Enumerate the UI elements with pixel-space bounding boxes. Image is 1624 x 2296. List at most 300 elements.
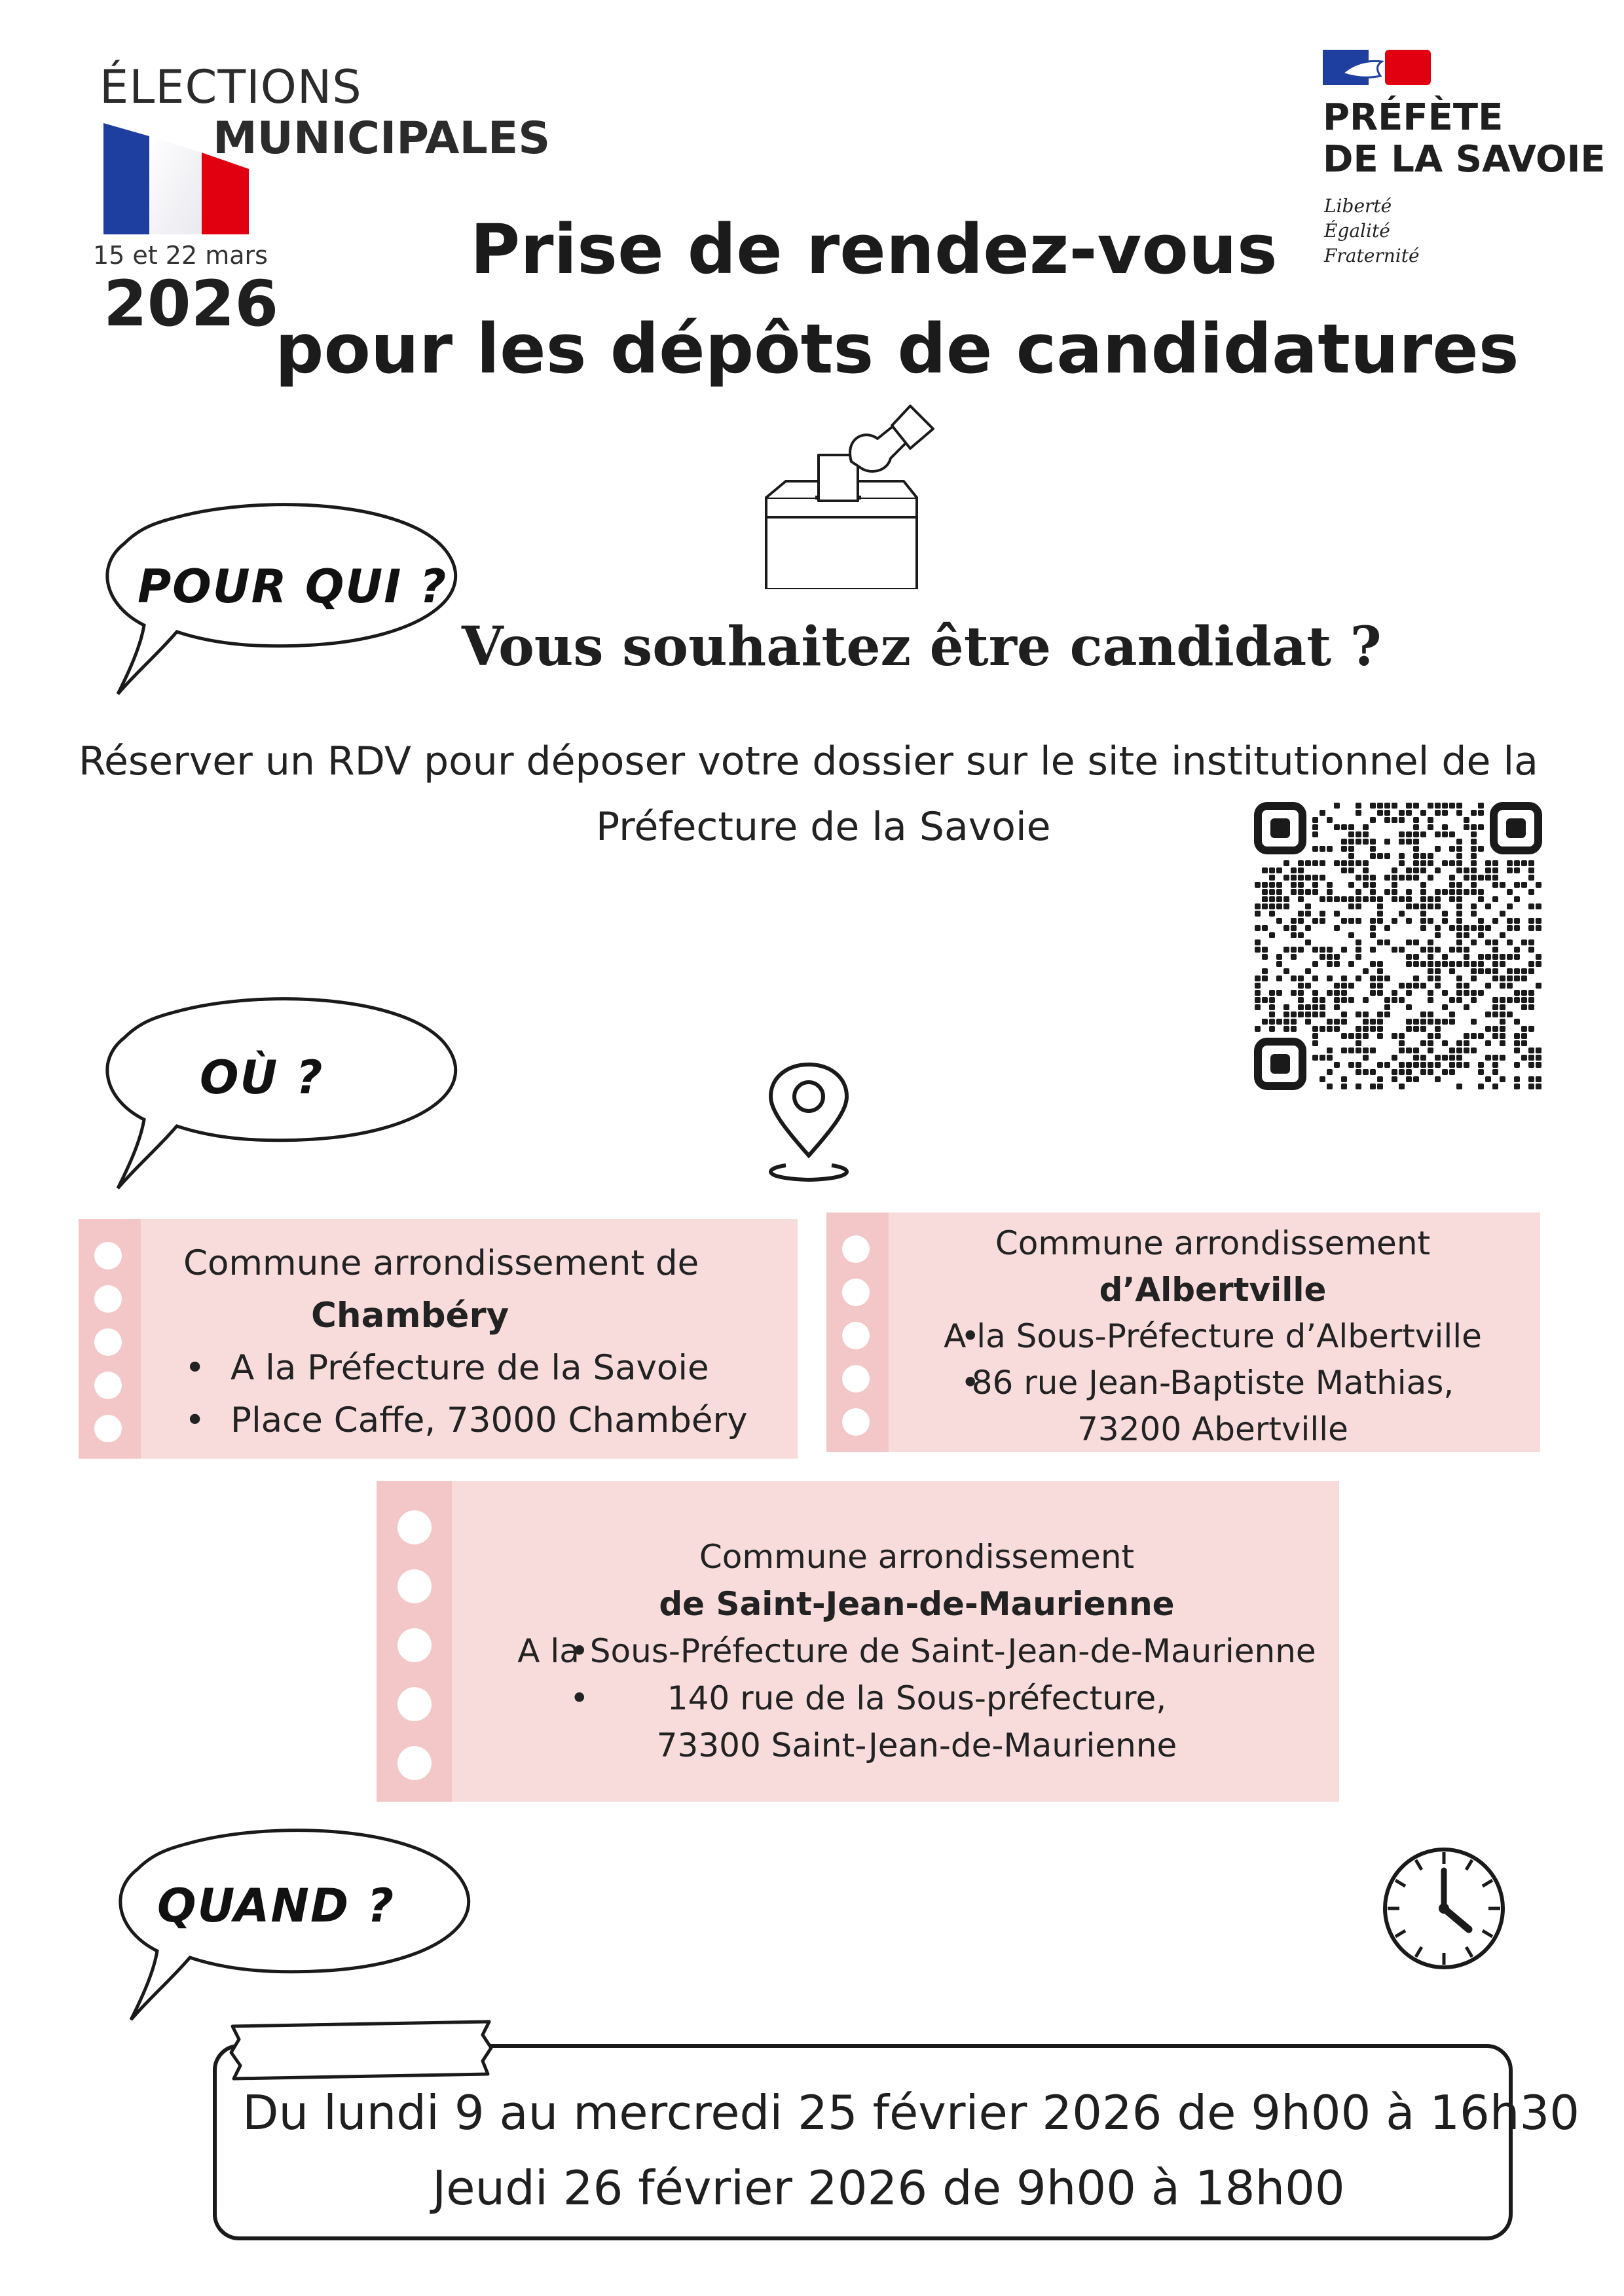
qr-module — [1392, 918, 1397, 924]
qr-module — [1456, 947, 1462, 953]
booking-text-line1: Réserver un RDV pour déposer votre dossier sur le site institutionnel de la — [79, 738, 1538, 784]
qr-module — [1377, 968, 1383, 974]
qr-module — [1276, 903, 1282, 909]
qr-module — [1435, 903, 1441, 909]
qr-module — [1507, 975, 1513, 981]
qr-module — [1399, 875, 1405, 881]
qr-module — [1312, 831, 1318, 837]
qr-module — [1276, 882, 1282, 888]
qr-module — [1521, 1033, 1527, 1039]
qr-module — [1399, 831, 1405, 837]
qr-module — [1392, 1055, 1397, 1061]
qr-module — [1428, 1062, 1433, 1068]
qr-module — [1334, 983, 1340, 989]
qr-module — [1356, 1084, 1361, 1089]
qr-module — [1406, 918, 1412, 924]
qr-module — [1471, 1019, 1477, 1025]
qr-module — [1456, 975, 1462, 981]
qr-module — [1356, 903, 1361, 909]
qr-module — [1291, 1019, 1297, 1025]
qr-module — [1341, 1019, 1347, 1025]
qr-module — [1392, 896, 1397, 902]
qr-module — [1370, 947, 1376, 953]
qr-module — [1392, 1069, 1397, 1075]
qr-module — [1276, 990, 1282, 996]
qr-module — [1420, 903, 1426, 909]
motto-egalite: Égalité — [1324, 220, 1390, 242]
qr-module — [1464, 1048, 1469, 1053]
qr-module — [1471, 925, 1477, 931]
qr-module — [1370, 803, 1376, 809]
qr-module — [1384, 803, 1390, 809]
qr-module — [1363, 997, 1369, 1003]
qr-module — [1471, 846, 1477, 852]
card-content — [905, 1220, 1521, 1453]
qr-module — [1413, 839, 1419, 845]
qr-module — [1442, 860, 1448, 866]
qr-module — [1377, 853, 1383, 859]
qr-module — [1283, 1026, 1289, 1032]
qr-module — [1370, 983, 1376, 989]
qr-module — [1428, 997, 1433, 1003]
qr-module — [1528, 1026, 1534, 1032]
qr-module — [1478, 896, 1484, 902]
qr-module — [1406, 903, 1412, 909]
qr-module — [1341, 1048, 1347, 1053]
elections-title: ÉLECTIONS — [100, 60, 362, 114]
qr-module — [1341, 975, 1347, 981]
section-label-when: QUAND ? — [157, 1879, 396, 1933]
qr-module — [1420, 867, 1426, 873]
qr-module — [1521, 997, 1527, 1003]
qr-module — [1334, 990, 1340, 996]
qr-module — [1456, 810, 1462, 816]
qr-module — [1521, 1055, 1527, 1061]
qr-module — [1500, 1033, 1505, 1039]
qr-module — [1399, 911, 1405, 917]
qr-module — [1334, 997, 1340, 1003]
qr-module — [1356, 1033, 1361, 1039]
qr-module — [1449, 1062, 1455, 1068]
qr-module — [1528, 1055, 1534, 1061]
qr-module — [1298, 882, 1304, 888]
qr-module — [1464, 990, 1469, 996]
qr-module — [1276, 975, 1282, 981]
qr-module — [1406, 954, 1412, 960]
qr-module — [1507, 860, 1513, 866]
qr-module — [1413, 1026, 1419, 1032]
qr-module — [1356, 889, 1361, 895]
card-place: Chambéry — [311, 1296, 509, 1336]
qr-module — [1320, 1011, 1325, 1017]
qr-module — [1413, 1055, 1419, 1061]
qr-module — [1406, 939, 1412, 945]
qr-module — [1442, 1055, 1448, 1061]
qr-module — [1528, 990, 1534, 996]
qr-module — [1471, 997, 1477, 1003]
qr-module — [1442, 954, 1448, 960]
qr-module — [1283, 1011, 1289, 1017]
qr-module — [1464, 1040, 1469, 1046]
qr-module — [1413, 1062, 1419, 1068]
qr-module — [1312, 889, 1318, 895]
qr-module — [1384, 997, 1390, 1003]
qr-module — [1528, 875, 1534, 881]
qr-module — [1435, 961, 1441, 967]
qr-module — [1478, 803, 1484, 809]
qr-module — [1507, 968, 1513, 974]
qr-module — [1377, 1062, 1383, 1068]
qr-module — [1298, 947, 1304, 953]
qr-module — [1341, 860, 1347, 866]
qr-module — [1305, 903, 1311, 909]
qr-module — [1528, 1062, 1534, 1068]
qr-module — [1377, 1011, 1383, 1017]
qr-module — [1327, 975, 1333, 981]
qr-module — [1471, 1033, 1477, 1039]
qr-module — [1492, 1055, 1498, 1061]
qr-module — [1442, 961, 1448, 967]
qr-module — [1449, 968, 1455, 974]
qr-module — [1471, 810, 1477, 816]
qr-module — [1399, 1048, 1405, 1053]
card-bullet: • A la Préfecture de la Savoie — [170, 1342, 773, 1394]
qr-module — [1528, 903, 1534, 909]
section-label-who: POUR QUI ? — [138, 560, 448, 613]
card-place: de Saint-Jean-de-Maurienne — [659, 1585, 1175, 1623]
qr-module — [1334, 1062, 1340, 1068]
qr-module — [1348, 1048, 1354, 1053]
qr-module — [1485, 1011, 1491, 1017]
qr-module — [1413, 975, 1419, 981]
qr-module — [1478, 1084, 1484, 1089]
qr-module — [1420, 831, 1426, 837]
qr-module — [1392, 1076, 1397, 1082]
qr-module — [1514, 896, 1520, 902]
qr-module — [1471, 831, 1477, 837]
qr-module — [1334, 954, 1340, 960]
qr-module — [1521, 882, 1527, 888]
qr-module — [1492, 1026, 1498, 1032]
qr-module — [1399, 947, 1405, 953]
qr-module — [1327, 990, 1333, 996]
qr-module — [1377, 918, 1383, 924]
qr-module — [1420, 983, 1426, 989]
binding-hole — [94, 1242, 122, 1269]
binding-hole — [397, 1569, 432, 1603]
ballot-box-icon — [753, 393, 936, 589]
qr-module — [1327, 1084, 1333, 1089]
qr-module — [1428, 903, 1433, 909]
qr-module — [1478, 1069, 1484, 1075]
qr-module — [1363, 896, 1369, 902]
qr-code-icon[interactable] — [1254, 802, 1542, 1090]
motto-fraternite: Fraternité — [1324, 245, 1420, 266]
qr-module — [1399, 1069, 1405, 1075]
qr-module — [1485, 983, 1491, 989]
qr-module — [1471, 968, 1477, 974]
qr-module — [1471, 824, 1477, 830]
binding-hole — [94, 1285, 122, 1313]
card-bullet-continuation: 73200 Abertville — [1077, 1410, 1348, 1448]
binding-hole — [397, 1746, 432, 1780]
qr-module — [1478, 889, 1484, 895]
qr-module — [1356, 918, 1361, 924]
qr-module — [1370, 839, 1376, 845]
qr-module — [1485, 939, 1491, 945]
qr-module — [1514, 860, 1520, 866]
qr-module — [1464, 925, 1469, 931]
qr-module — [1377, 810, 1383, 816]
qr-module — [1276, 1019, 1282, 1025]
qr-module — [1464, 875, 1469, 881]
card-content — [170, 1237, 773, 1447]
qr-module — [1370, 1069, 1376, 1075]
qr-module — [1514, 1033, 1520, 1039]
card-heading: Commune arrondissement — [699, 1538, 1135, 1576]
qr-module — [1442, 918, 1448, 924]
schedule-line-2: Jeudi 26 février 2026 de 9h00 à 18h00 — [432, 2160, 1345, 2215]
qr-module — [1435, 846, 1441, 852]
qr-module — [1312, 882, 1318, 888]
qr-module — [1269, 882, 1275, 888]
qr-module — [1464, 983, 1469, 989]
qr-module — [1298, 975, 1304, 981]
qr-module — [1420, 860, 1426, 866]
qr-module — [1492, 1004, 1498, 1010]
qr-module — [1536, 903, 1541, 909]
qr-module — [1392, 875, 1397, 881]
qr-module — [1320, 918, 1325, 924]
qr-module — [1428, 1040, 1433, 1046]
card-content — [507, 1533, 1326, 1769]
prefecture-name-line2: DE LA SAVOIE — [1323, 138, 1606, 181]
qr-module — [1406, 839, 1412, 845]
qr-module — [1255, 882, 1261, 888]
qr-module — [1305, 1019, 1311, 1025]
qr-module — [1356, 839, 1361, 845]
qr-module — [1420, 947, 1426, 953]
qr-module — [1341, 839, 1347, 845]
qr-module — [1435, 1055, 1441, 1061]
card-bullet: • Place Caffe, 73000 Chambéry — [170, 1394, 773, 1447]
qr-module — [1262, 903, 1268, 909]
qr-module — [1507, 918, 1513, 924]
qr-module — [1399, 860, 1405, 866]
qr-module — [1478, 875, 1484, 881]
qr-module — [1413, 961, 1419, 967]
card-heading: Commune arrondissement de — [183, 1243, 699, 1283]
qr-module — [1255, 975, 1261, 981]
qr-module — [1406, 896, 1412, 902]
qr-module — [1384, 839, 1390, 845]
qr-module — [1262, 975, 1268, 981]
qr-module — [1320, 1076, 1325, 1082]
qr-module — [1298, 1004, 1304, 1010]
qr-module — [1327, 817, 1333, 823]
qr-module — [1348, 932, 1354, 938]
qr-module — [1392, 990, 1397, 996]
qr-module — [1449, 896, 1455, 902]
qr-module — [1298, 997, 1304, 1003]
qr-module — [1449, 1011, 1455, 1017]
qr-module — [1478, 810, 1484, 816]
qr-module — [1420, 896, 1426, 902]
qr-module — [1377, 961, 1383, 967]
qr-module — [1435, 810, 1441, 816]
qr-module — [1428, 1019, 1433, 1025]
qr-module — [1320, 896, 1325, 902]
qr-module — [1283, 947, 1289, 953]
qr-module — [1312, 824, 1318, 830]
qr-module — [1255, 903, 1261, 909]
qr-module — [1435, 867, 1441, 873]
qr-module — [1255, 947, 1261, 953]
qr-module — [1363, 831, 1369, 837]
qr-module — [1449, 925, 1455, 931]
qr-module — [1262, 954, 1268, 960]
qr-module — [1348, 824, 1354, 830]
qr-module — [1327, 889, 1333, 895]
qr-module — [1312, 1004, 1318, 1010]
qr-module — [1420, 925, 1426, 931]
qr-module — [1507, 983, 1513, 989]
qr-module — [1420, 961, 1426, 967]
qr-module — [1276, 896, 1282, 902]
qr-module — [1370, 961, 1376, 967]
qr-module — [1269, 867, 1275, 873]
qr-module — [1471, 990, 1477, 996]
qr-module — [1420, 1019, 1426, 1025]
qr-module — [1327, 947, 1333, 953]
qr-module — [1500, 932, 1505, 938]
qr-module — [1435, 803, 1441, 809]
qr-module — [1435, 925, 1441, 931]
qr-module — [1312, 1033, 1318, 1039]
qr-module — [1291, 867, 1297, 873]
qr-module — [1478, 846, 1484, 852]
qr-module — [1298, 867, 1304, 873]
qr-module — [1384, 1004, 1390, 1010]
qr-module — [1348, 882, 1354, 888]
qr-module — [1320, 875, 1325, 881]
qr-module — [1413, 1048, 1419, 1053]
qr-module — [1428, 853, 1433, 859]
qr-module — [1370, 925, 1376, 931]
qr-module — [1507, 867, 1513, 873]
qr-module — [1428, 975, 1433, 981]
qr-module — [1492, 882, 1498, 888]
qr-module — [1255, 1004, 1261, 1010]
qr-module — [1356, 803, 1361, 809]
qr-module — [1269, 990, 1275, 996]
qr-module — [1435, 1076, 1441, 1082]
qr-module — [1298, 875, 1304, 881]
qr-module — [1356, 947, 1361, 953]
qr-module — [1514, 925, 1520, 931]
qr-module — [1478, 990, 1484, 996]
qr-module — [1298, 983, 1304, 989]
qr-module — [1377, 983, 1383, 989]
qr-module — [1269, 1004, 1275, 1010]
qr-module — [1536, 882, 1541, 888]
qr-module — [1478, 968, 1484, 974]
qr-module — [1269, 1019, 1275, 1025]
qr-module — [1456, 867, 1462, 873]
qr-module — [1384, 853, 1390, 859]
qr-module — [1435, 1062, 1441, 1068]
qr-module — [1500, 961, 1505, 967]
qr-module — [1420, 1069, 1426, 1075]
binding-hole — [842, 1322, 870, 1349]
qr-module — [1485, 954, 1491, 960]
qr-module — [1356, 1062, 1361, 1068]
qr-module — [1471, 961, 1477, 967]
qr-module — [1456, 903, 1462, 909]
qr-module — [1528, 860, 1534, 866]
qr-module — [1348, 831, 1354, 837]
qr-module — [1514, 968, 1520, 974]
qr-module — [1348, 997, 1354, 1003]
qr-module — [1298, 1011, 1304, 1017]
qr-module — [1341, 947, 1347, 953]
qr-module — [1528, 939, 1534, 945]
qr-module — [1507, 903, 1513, 909]
qr-module — [1269, 875, 1275, 881]
qr-module — [1536, 925, 1541, 931]
republic-motto — [1324, 194, 1420, 268]
qr-module — [1406, 1069, 1412, 1075]
qr-module — [1356, 875, 1361, 881]
address-card-albertville — [826, 1212, 1540, 1452]
qr-module — [1413, 1019, 1419, 1025]
card-bullet: • 86 rue Jean-Baptiste Mathias, — [905, 1360, 1521, 1406]
qr-module — [1283, 860, 1289, 866]
qr-module — [1312, 817, 1318, 823]
card-bullet: • A la Sous-Préfecture d’Albertville — [905, 1313, 1521, 1360]
qr-module — [1262, 968, 1268, 974]
qr-module — [1348, 961, 1354, 967]
qr-module — [1269, 1026, 1275, 1032]
qr-module — [1500, 911, 1505, 917]
qr-module — [1291, 889, 1297, 895]
qr-module — [1528, 889, 1534, 895]
qr-module — [1327, 961, 1333, 967]
booking-text-line2: Préfecture de la Savoie — [596, 804, 1051, 850]
qr-module — [1255, 997, 1261, 1003]
qr-module — [1521, 1004, 1527, 1010]
qr-module — [1449, 1048, 1455, 1053]
qr-module — [1392, 1033, 1397, 1039]
qr-module — [1413, 867, 1419, 873]
qr-module — [1456, 853, 1462, 859]
qr-module — [1363, 839, 1369, 845]
qr-module — [1428, 918, 1433, 924]
qr-module — [1456, 925, 1462, 931]
qr-module — [1341, 824, 1347, 830]
qr-module — [1283, 1019, 1289, 1025]
qr-module — [1456, 1062, 1462, 1068]
qr-module — [1305, 939, 1311, 945]
qr-module — [1464, 889, 1469, 895]
qr-module — [1356, 1026, 1361, 1032]
qr-module — [1485, 867, 1491, 873]
qr-module — [1428, 939, 1433, 945]
qr-module — [1492, 1011, 1498, 1017]
qr-module — [1399, 983, 1405, 989]
qr-module — [1406, 810, 1412, 816]
qr-module — [1327, 1026, 1333, 1032]
